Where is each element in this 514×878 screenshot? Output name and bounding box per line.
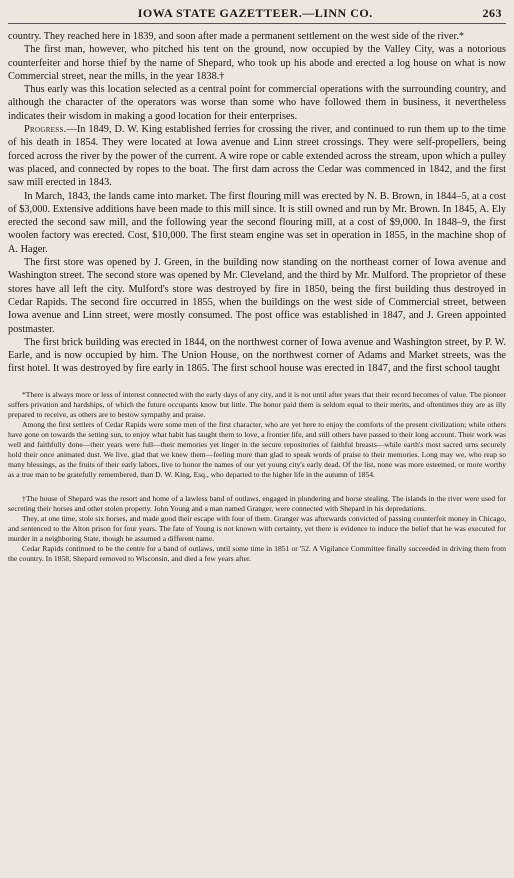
footnote-dagger: †The house of Shepard was the resort and home of a lawless band of outlaws, engaged in plundering and horse stealing. The islands in the river were used for secreting their horses and other stolen property. John Young and a man named Granger, were connected with Shepard in his depredations. <box>8 493 506 513</box>
progress-heading: Progress. <box>24 124 67 136</box>
paragraph-stores: The first store was opened by J. Green, in the building now standing on the northeast corner of Iowa avenue and Washington street. The second store was opened by Mr. Cleveland, and the third by Mr. Mulford. The proprietor of these stores have all left the city. Mulford's store was destroyed by fire in 1850, being the first building thus destroyed in Cedar Rapids. The second fire occurred in 1855, when the buildings on the west side of Commercial street, between Iowa avenue and Linn street, were mostly consumed. The post office was established in 1847, and J. Green appointed postmaster. <box>8 257 506 335</box>
footnotes <box>8 390 506 565</box>
running-header <box>8 6 506 21</box>
paragraph-progress-text: —In 1849, D. W. King established ferries for crossing the river, and continued to run them up to the time of his death in 1854. They were located at Iowa avenue and Linn street crossings. They were self-propellers, being forced across the river by the power of the current. A wire rope or cable extended across the stream, upon which a pulley was placed, and connected by ropes to the boat. The first dam across the Cedar was commenced in 1842, and the first saw mill erected in 1843. <box>8 124 506 189</box>
paragraph-shepard: The first man, however, who pitched his tent on the ground, now occupied by the Valley City, was a notorious counterfeiter and horse thief by the name of Shepard, who took up his abode and erected a log house on what is now Commercial street, near the mills, in the year 1838.† <box>8 44 506 82</box>
footnote-gap <box>8 481 506 494</box>
main-text <box>8 30 506 376</box>
footnote-asterisk-continued: Among the first settlers of Cedar Rapids were some men of the first character, who are yet here to enjoy the comforts of the present civilization; while others have gone on towards the setting sun, to enjoy what habit has taught them to love, a frontier life, and still others have passed to their long account. Their work was well and faithfully done—their years were full—their memories yet linger in the secure repositories of faithful breasts—while earth's most sacred urns securely hold their once animated dust. We live, glad that we knew them—feeling more than glad to speak words of praise to their memories. Long may we, who reap so many blessings, as the fruits of their early labors, live to honor the names of our yet young city's early dead. Of the list, none was more esteemed, or more worthy as a true man to be gratefully remembered, than D. W. King, Esq., who departed to the higher life in the autumn of 1854. <box>8 420 506 480</box>
paragraph-location: Thus early was this location selected as a central point for commercial operations with the surrounding country, and although the character of the operators was worse than some who have followed them in business, it nevertheless indicates their wisdom in making a good location for their enterprises. <box>8 84 506 122</box>
footnote-asterisk: *There is always more or less of interest connected with the early days of any city, and it is not until after years that their record becomes of value. The pioneer suffers privation and hardships, of which the future occupants know but little. The honor paid them is seldom equal to their merits, and oftentimes they are as illy prepared to receive, as others are to bestow sympathy and praise. <box>8 389 506 419</box>
paragraph-lands: In March, 1843, the lands came into market. The first flouring mill was erected by N. B. Brown, in 1844–5, at a cost of $3,000. Extensive additions have been made to this mill since. It is still owned and run by Mr. Brown. In 1845, A. Ely erected the second saw mill, and the following year the second flouring mill, at a cost of $9,000. In 1848–9, the first woolen factory was erected. Cost, $10,000. The first steam engine was set in operation in 1855, in the machine shop of A. Hager. <box>8 190 506 255</box>
footnote-dagger-vigilance: Cedar Rapids continued to be the centre for a band of outlaws, until some time in 1851 or '52. A Vigilance Committee finally succeeded in driving them from the country. In 1858, Shepard removed to Wisconsin, and died a few years after. <box>8 544 506 564</box>
page-number: 263 <box>482 6 502 20</box>
footnote-dagger-granger: They, at one time, stole six horses, and made good their escape with four of them. Granger was afterwards convicted of passing counterfeit money in Chicago, and sentenced to the Alton prison for four years. The fate of Young is not known with certainty, yet there is evidence to induce the belief that he was executed for murder in a neighboring State, though he assumed a different name. <box>8 513 506 543</box>
paragraph-continuation: country. They reached here in 1839, and soon after made a permanent settlement on the west side of the river.* <box>8 31 465 42</box>
running-title: IOWA STATE GAZETTEER.—LINN CO. <box>137 6 373 20</box>
paragraph-progress <box>8 123 506 189</box>
header-rule <box>8 23 506 24</box>
paragraph-brick-building: The first brick building was erected in 1844, on the northwest corner of Iowa avenue and Washington street, by P. W. Earle, and is now occupied by him. The Union House, on the northwest corner of Adams and Market streets, was the first hotel. It was destroyed by fire early in 1865. The first school house was erected in 1847, and the first school taught <box>8 336 506 375</box>
